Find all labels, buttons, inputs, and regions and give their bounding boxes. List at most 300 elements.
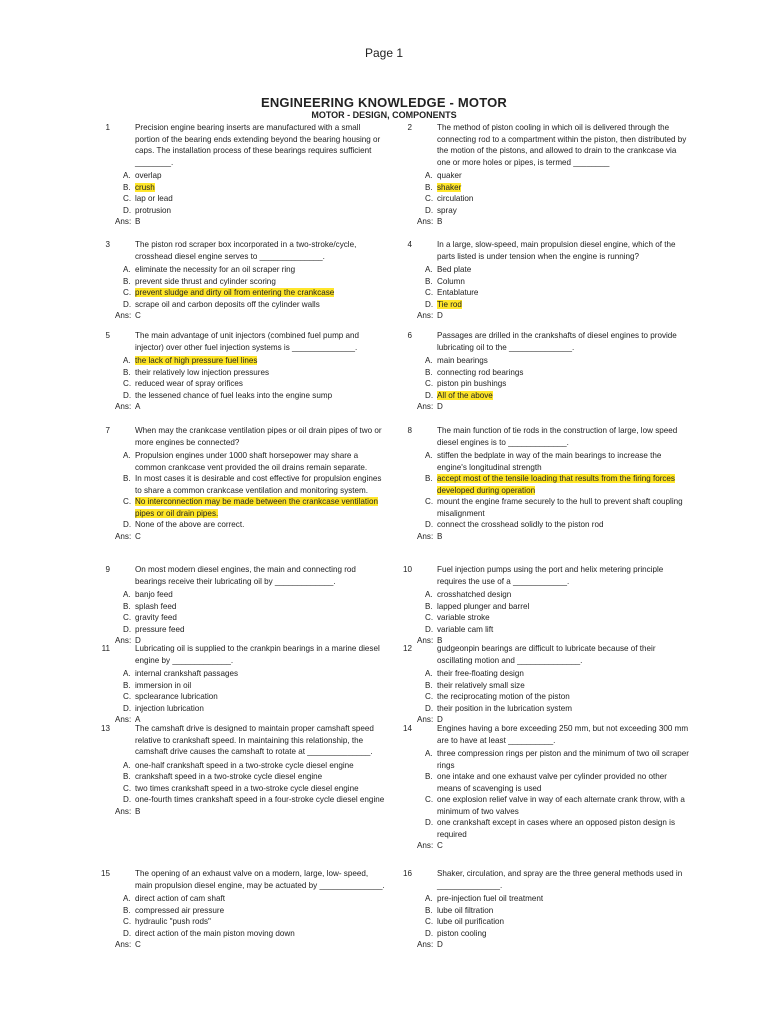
option-letter: B.	[123, 367, 131, 377]
option-text: overlap	[135, 171, 162, 180]
option-text: gravity feed	[135, 613, 177, 622]
answer-option[interactable]	[398, 703, 690, 715]
answer-label: Ans:	[417, 311, 434, 320]
answer-key	[398, 310, 690, 322]
option-text-highlighted: shaker	[437, 182, 462, 192]
option-letter: C.	[425, 288, 434, 297]
question-block	[398, 867, 690, 951]
answer-key	[398, 939, 690, 951]
option-letter: B.	[425, 680, 433, 690]
answer-option[interactable]	[96, 367, 386, 379]
question-text: gudgeonpin bearings are difficult to lubricate because of their oscillating motion and ______________.	[437, 644, 656, 665]
answer-label: Ans:	[115, 715, 132, 724]
option-text: variable stroke	[437, 613, 490, 622]
answer-value: B	[437, 531, 443, 541]
answer-option[interactable]	[96, 601, 386, 613]
option-text: one-fourth times crankshaft speed in a four-stroke cycle diesel engine	[135, 795, 385, 804]
question-text: When may the crankcase ventilation pipes or oil drain pipes of two or more engines be connected?	[135, 426, 382, 447]
answer-option[interactable]	[398, 771, 690, 794]
answer-value: C	[135, 531, 141, 541]
option-text: protrusion	[135, 205, 171, 215]
option-text-highlighted: All of the above	[437, 390, 493, 400]
question-number: 5	[105, 331, 110, 340]
option-text: direct action of cam shaft	[135, 894, 225, 903]
answer-label: Ans:	[417, 636, 434, 645]
option-text: crankshaft speed in a two-stroke cycle diesel engine	[135, 772, 323, 781]
question-text: Passages are drilled in the crankshafts of diesel engines to provide lubricating oil to the ______________.	[437, 331, 677, 352]
answer-label: Ans:	[115, 531, 132, 541]
question-block	[96, 722, 386, 817]
answer-option[interactable]	[96, 760, 386, 772]
answer-option[interactable]	[96, 473, 386, 496]
option-letter: A.	[425, 265, 433, 274]
option-text: splash feed	[135, 601, 177, 611]
answer-option[interactable]	[96, 668, 386, 680]
answer-option[interactable]	[398, 473, 690, 496]
answer-option[interactable]	[96, 612, 386, 624]
question-number: 9	[105, 565, 110, 574]
question-text: The piston rod scraper box incorporated in a two-stroke/cycle, crosshead diesel engine serves to ______________.	[135, 240, 357, 261]
option-text-highlighted: accept most of the tensile loading that results from the firing forces developed during operation	[437, 474, 675, 495]
answer-key	[96, 806, 386, 818]
question-text: Lubricating oil is supplied to the crankpin bearings in a marine diesel engine by _____________.	[135, 644, 380, 665]
answer-option[interactable]	[96, 182, 386, 194]
answer-value: C	[437, 841, 443, 850]
question-number: 11	[101, 644, 110, 653]
option-letter: B.	[123, 601, 131, 611]
option-letter: A.	[123, 451, 131, 460]
question-text: In a large, slow-speed, main propulsion diesel engine, which of the parts listed is under tension when the engine is running?	[437, 240, 676, 261]
option-letter: D.	[425, 624, 434, 634]
option-text: pressure feed	[135, 624, 185, 634]
question-number: 14	[402, 724, 412, 733]
answer-option[interactable]	[96, 193, 386, 205]
option-letter: D.	[425, 299, 434, 309]
answer-options	[398, 748, 690, 840]
option-text-highlighted: crush	[135, 182, 155, 192]
option-text: two times crankshaft speed in a two-stroke cycle diesel engine	[135, 783, 359, 793]
answer-value: B	[437, 636, 443, 645]
question-number: 6	[407, 331, 412, 340]
answer-option[interactable]	[398, 519, 690, 531]
question-block	[96, 121, 386, 228]
option-letter: B.	[425, 601, 433, 611]
option-text: hydraulic "push rods"	[135, 917, 211, 926]
option-text: scrape oil and carbon deposits off the cylinder walls	[135, 299, 320, 309]
question-text: The opening of an exhaust valve on a modern, large, low- speed, main propulsion diesel engine, may be actuated by ______________.	[135, 869, 385, 890]
answer-option[interactable]	[398, 905, 690, 917]
option-text: one intake and one exhaust valve per cylinder provided no other means of scavenging is used	[437, 772, 667, 793]
answer-option[interactable]	[398, 601, 690, 613]
answer-option[interactable]	[96, 264, 386, 276]
answer-key	[398, 401, 690, 413]
option-text: spray	[437, 205, 457, 215]
option-text: lube oil purification	[437, 917, 505, 926]
option-text: reduced wear of spray orifices	[135, 379, 243, 388]
option-letter: B.	[425, 905, 433, 915]
answer-option[interactable]	[398, 612, 690, 624]
option-text: prevent side thrust and cylinder scoring	[135, 276, 276, 286]
answer-option[interactable]	[96, 390, 386, 402]
page-label: Page 1	[364, 46, 404, 60]
question-text: Fuel injection pumps using the port and helix metering principle requires the use of a ____________.	[437, 565, 664, 586]
answer-option[interactable]	[398, 367, 690, 379]
answer-value: B	[437, 217, 443, 226]
answer-option[interactable]	[398, 916, 690, 928]
option-letter: C.	[123, 288, 132, 297]
answer-option[interactable]	[96, 624, 386, 636]
option-text-highlighted: prevent sludge and dirty oil from entering the crankcase	[135, 288, 335, 297]
option-letter: C.	[425, 692, 434, 701]
answer-label: Ans:	[417, 531, 434, 541]
question-text: Precision engine bearing inserts are manufactured with a small portion of the bearing ends extending beyond the bearing housing or caps. The installation process of these bearings requires sufficient ________.	[135, 123, 381, 167]
option-letter: D.	[425, 818, 434, 827]
option-letter: C.	[123, 783, 132, 793]
answer-options	[96, 264, 386, 310]
question-block	[398, 121, 690, 228]
answer-label: Ans:	[417, 940, 434, 949]
option-text: their free-floating design	[437, 669, 524, 678]
question-block	[398, 563, 690, 647]
question-text: The main advantage of unit injectors (combined fuel pump and injector) over other fuel injection systems is ______________.	[135, 331, 360, 352]
option-letter: A.	[123, 171, 131, 180]
answer-option[interactable]	[96, 287, 386, 299]
option-text: Entablature	[437, 288, 479, 297]
option-text-highlighted: Tie rod	[437, 299, 462, 309]
option-letter: C.	[425, 613, 434, 622]
option-letter: A.	[425, 590, 433, 599]
option-text: Propulsion engines under 1000 shaft horsepower may share a common crankcase vent provided the oil drains remain separate.	[135, 451, 368, 472]
answer-option[interactable]	[96, 893, 386, 905]
option-letter: A.	[425, 171, 433, 180]
option-text: internal crankshaft passages	[135, 669, 239, 678]
answer-option[interactable]	[398, 680, 690, 692]
question-block	[398, 642, 690, 726]
option-text: variable cam lift	[437, 624, 494, 634]
answer-value: D	[437, 402, 443, 411]
answer-option[interactable]	[96, 794, 386, 806]
option-letter: A.	[425, 669, 433, 678]
answer-label: Ans:	[115, 806, 132, 816]
answer-option[interactable]	[96, 276, 386, 288]
answer-label: Ans:	[115, 636, 132, 645]
answer-option[interactable]	[398, 691, 690, 703]
option-text: piston pin bushings	[437, 379, 507, 388]
option-text: compressed air pressure	[135, 905, 225, 915]
question-number: 15	[100, 869, 110, 878]
answer-options	[398, 589, 690, 635]
option-letter: A.	[123, 894, 131, 903]
answer-option[interactable]	[398, 817, 690, 840]
answer-option[interactable]	[96, 450, 386, 473]
answer-key	[96, 939, 386, 951]
option-text-highlighted: No interconnection may be made between the crankcase ventilation pipes or oil drain pipes.	[135, 497, 378, 518]
question-text: The camshaft drive is designed to maintain proper camshaft speed relative to crankshaft speed. In maintaining this relationship, the camshaft drive causes the camshaft to rotate at ______________.	[135, 724, 374, 756]
answer-label: Ans:	[417, 841, 434, 850]
answer-option[interactable]	[398, 390, 690, 402]
option-text: None of the above are correct.	[135, 520, 245, 529]
option-text: direct action of the main piston moving down	[135, 928, 295, 938]
answer-key	[96, 216, 386, 228]
answer-label: Ans:	[115, 940, 132, 949]
answer-option[interactable]	[398, 205, 690, 217]
question-number: 1	[105, 123, 110, 132]
answer-value: A	[135, 402, 141, 411]
answer-value: A	[135, 715, 141, 724]
option-letter: B.	[425, 772, 433, 781]
option-text: main bearings	[437, 356, 488, 365]
option-letter: C.	[425, 497, 434, 506]
answer-option[interactable]	[398, 355, 690, 367]
option-text: immersion in oil	[135, 680, 192, 690]
answer-options	[398, 355, 690, 401]
answer-option[interactable]	[96, 783, 386, 795]
answer-option[interactable]	[96, 928, 386, 940]
question-number: 12	[402, 644, 412, 653]
option-letter: A.	[425, 451, 433, 460]
answer-options	[96, 668, 386, 714]
option-text: Bed plate	[437, 265, 472, 274]
option-letter: A.	[123, 760, 131, 770]
option-text: crosshatched design	[437, 590, 512, 599]
answer-value: B	[135, 806, 141, 816]
option-text: lube oil filtration	[437, 905, 494, 915]
answer-options	[96, 355, 386, 401]
option-letter: D.	[123, 390, 132, 400]
question-text: Shaker, circulation, and spray are the three general methods used in ______________.	[437, 869, 683, 890]
answer-options	[398, 668, 690, 714]
option-text: spclearance lubrication	[135, 692, 218, 701]
option-letter: B.	[123, 182, 131, 192]
answer-option[interactable]	[96, 299, 386, 311]
question-block	[96, 642, 386, 726]
answer-value: D	[437, 311, 443, 320]
option-text: connect the crosshead solidly to the piston rod	[437, 520, 604, 529]
answer-label: Ans:	[417, 402, 434, 411]
option-letter: B.	[425, 276, 433, 286]
question-text: On most modern diesel engines, the main and connecting rod bearings receive their lubricating oil by _____________.	[135, 565, 356, 586]
option-text: mount the engine frame securely to the hull to prevent shaft coupling misalignment	[437, 497, 683, 518]
answer-key	[96, 401, 386, 413]
answer-option[interactable]	[96, 378, 386, 390]
option-letter: A.	[425, 749, 433, 758]
option-letter: B.	[425, 474, 433, 483]
answer-options	[398, 893, 690, 939]
question-text: Engines having a bore exceeding 250 mm, but not exceeding 300 mm are to have at least __________.	[437, 724, 689, 745]
option-letter: D.	[123, 520, 132, 529]
option-letter: D.	[425, 390, 434, 400]
option-text: banjo feed	[135, 590, 173, 599]
answer-option[interactable]	[398, 794, 690, 817]
option-letter: C.	[425, 379, 434, 388]
option-letter: D.	[425, 703, 434, 713]
answer-option[interactable]	[398, 496, 690, 519]
question-number: 3	[105, 240, 110, 249]
question-block	[96, 563, 386, 647]
answer-option[interactable]	[398, 276, 690, 288]
answer-label: Ans:	[417, 217, 434, 226]
answer-key	[398, 840, 690, 852]
option-text: injection lubrication	[135, 703, 204, 713]
question-number: 2	[407, 123, 412, 132]
option-letter: D.	[123, 703, 132, 713]
question-block	[398, 238, 690, 322]
option-letter: D.	[425, 205, 434, 215]
answer-option[interactable]	[96, 170, 386, 182]
option-text: circulation	[437, 194, 474, 203]
answer-key	[398, 216, 690, 228]
answer-options	[96, 760, 386, 806]
answer-value: B	[135, 217, 141, 226]
answer-option[interactable]	[398, 170, 690, 182]
answer-option[interactable]	[398, 378, 690, 390]
answer-option[interactable]	[96, 496, 386, 519]
answer-options	[96, 893, 386, 939]
option-text: lap or lead	[135, 194, 173, 203]
answer-options	[398, 450, 690, 531]
option-text: their position in the lubrication system	[437, 703, 572, 713]
answer-option[interactable]	[398, 748, 690, 771]
option-letter: B.	[123, 905, 131, 915]
document-subtitle: MOTOR - DESIGN, COMPONENTS	[311, 110, 457, 120]
answer-option[interactable]	[96, 205, 386, 217]
option-letter: D.	[425, 928, 434, 938]
question-block	[96, 238, 386, 322]
question-number: 16	[402, 869, 412, 878]
answer-option[interactable]	[398, 668, 690, 680]
answer-options	[96, 450, 386, 531]
question-block	[398, 722, 690, 852]
answer-option[interactable]	[398, 893, 690, 905]
option-letter: A.	[123, 669, 131, 678]
option-letter: D.	[123, 624, 132, 634]
option-text: pre-injection fuel oil treatment	[437, 894, 544, 903]
option-letter: C.	[425, 917, 434, 926]
answer-option[interactable]	[398, 450, 690, 473]
option-text: In most cases it is desirable and cost effective for propulsion engines to share a common crankcase ventilation and monitoring system.	[135, 474, 382, 495]
option-text: three compression rings per piston and the minimum of two oil scraper rings	[437, 749, 689, 770]
option-text: Column	[437, 276, 465, 286]
option-text: lapped plunger and barrel	[437, 601, 530, 611]
answer-option[interactable]	[398, 182, 690, 194]
answer-key	[398, 531, 690, 543]
option-text: one crankshaft except in cases where an opposed piston design is required	[437, 818, 676, 839]
option-text: stiffen the bedplate in way of the main bearings to increase the engine's longitudinal strength	[437, 451, 662, 472]
answer-option[interactable]	[96, 691, 386, 703]
option-letter: B.	[123, 474, 131, 483]
option-text: connecting rod bearings	[437, 367, 524, 377]
answer-value: D	[437, 940, 443, 949]
option-letter: C.	[425, 795, 434, 804]
option-text: one-half crankshaft speed in a two-stroke cycle diesel engine	[135, 760, 354, 770]
question-block	[96, 424, 386, 542]
answer-option[interactable]	[96, 589, 386, 601]
option-text: eliminate the necessity for an oil scraper ring	[135, 265, 296, 274]
option-letter: C.	[123, 692, 132, 701]
question-text: The main function of tie rods in the construction of large, low speed diesel engines is to _____________.	[437, 426, 678, 447]
answer-value: C	[135, 940, 141, 949]
option-letter: A.	[425, 894, 433, 903]
option-letter: A.	[123, 265, 131, 274]
question-number: 10	[402, 565, 412, 574]
answer-option[interactable]	[96, 771, 386, 783]
option-letter: C.	[123, 379, 132, 388]
answer-key	[96, 531, 386, 543]
option-text: the lessened chance of fuel leaks into the engine sump	[135, 390, 333, 400]
option-letter: D.	[123, 205, 132, 215]
document-title: ENGINEERING KNOWLEDGE - MOTOR	[260, 95, 508, 110]
answer-option[interactable]	[96, 905, 386, 917]
answer-options	[398, 264, 690, 310]
option-text: one explosion relief valve in way of each alternate crank throw, with a minimum of two valves	[437, 795, 685, 816]
answer-option[interactable]	[398, 264, 690, 276]
answer-option[interactable]	[398, 928, 690, 940]
option-letter: C.	[425, 194, 434, 203]
option-letter: D.	[123, 299, 132, 309]
question-number: 8	[407, 426, 412, 435]
option-letter: D.	[425, 520, 434, 529]
answer-value: C	[135, 311, 141, 320]
option-letter: C.	[123, 613, 132, 622]
option-letter: C.	[123, 497, 132, 506]
answer-value: D	[135, 636, 141, 645]
answer-option[interactable]	[96, 519, 386, 531]
answer-option[interactable]	[398, 299, 690, 311]
answer-option[interactable]	[398, 589, 690, 601]
answer-option[interactable]	[398, 193, 690, 205]
option-text: piston cooling	[437, 928, 487, 938]
option-letter: B.	[123, 680, 131, 690]
option-letter: A.	[123, 356, 131, 365]
option-letter: A.	[123, 590, 131, 599]
question-block	[398, 424, 690, 542]
answer-options	[398, 170, 690, 216]
option-letter: D.	[123, 928, 132, 938]
option-letter: B.	[425, 367, 433, 377]
option-letter: D.	[123, 795, 132, 804]
answer-options	[96, 589, 386, 635]
option-text: the reciprocating motion of the piston	[437, 692, 570, 701]
option-text-highlighted: the lack of high pressure fuel lines	[135, 356, 258, 365]
answer-label: Ans:	[115, 311, 132, 320]
answer-option[interactable]	[96, 703, 386, 715]
question-number: 7	[105, 426, 110, 435]
option-letter: C.	[123, 917, 132, 926]
question-block	[96, 867, 386, 951]
option-letter: B.	[123, 772, 131, 781]
question-block	[96, 329, 386, 413]
answer-options	[96, 170, 386, 216]
answer-option[interactable]	[96, 680, 386, 692]
answer-label: Ans:	[417, 715, 434, 724]
answer-option[interactable]	[398, 624, 690, 636]
question-number: 13	[100, 724, 110, 733]
answer-value: D	[437, 715, 443, 724]
option-text: their relatively low injection pressures	[135, 367, 270, 377]
answer-label: Ans:	[115, 217, 132, 226]
option-letter: B.	[425, 182, 433, 192]
question-number: 4	[407, 240, 412, 249]
option-text: quaker	[437, 171, 462, 180]
option-letter: C.	[123, 194, 132, 203]
answer-option[interactable]	[96, 916, 386, 928]
answer-label: Ans:	[115, 402, 132, 411]
option-letter: B.	[123, 276, 131, 286]
option-text: their relatively small size	[437, 680, 525, 690]
answer-option[interactable]	[96, 355, 386, 367]
option-letter: A.	[425, 356, 433, 365]
answer-option[interactable]	[398, 287, 690, 299]
